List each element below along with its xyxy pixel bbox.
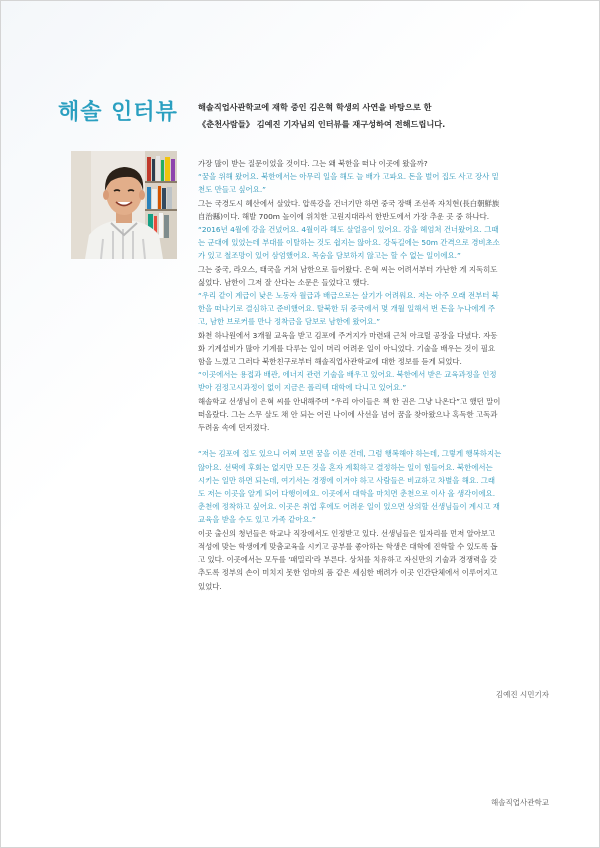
body-line: 추도록 정부의 손이 미치지 못한 엄마의 품 같은 세심한 배려가 이곳 인간단체에서 이루어지고	[198, 568, 498, 578]
body-line	[198, 434, 566, 447]
body-line: 고 있다. 이곳에서는 모두를 '패밀리'라 부른다. 상처를 치유하고 자신만의 기술과 경쟁력을 갖	[198, 555, 497, 565]
quote-line: “이곳에서는 용접과 배관, 에너지 관련 기술을 배우고 있어요. 북한에서 받은 교육과정을 인정	[198, 370, 497, 380]
body-line: 적성에 맞는 학생에게 맞춤교육을 시키고 공부를 좋아하는 학생은 대학에 진학할 수 있도록 돕	[198, 541, 498, 551]
quote-line: 받아 검정고시과정이 없이 지금은 폴리텍 대학에 다니고 있어요.”	[198, 383, 407, 393]
quote-line: “우리 같이 계급이 낮은 노동자 월급과 배급으로는 살기가 어려워요. 저는 아주 오래 전부터 북	[198, 291, 499, 301]
reporter-byline: 김예진 시민기자	[495, 690, 549, 699]
body-line: 화천 하나원에서 3개월 교육을 받고 김포에 주거지가 마련돼 근처 아크릴 공장을 다녔다. 자동	[198, 330, 498, 340]
quote-line: “저는 김포에 집도 있으니 어찌 보면 꿈을 이룬 건데, 그럼 행복해야 하는데, 그렇게 행복하지는	[198, 449, 502, 459]
body-line: 自治縣)이다. 해발 700m 높이에 위치한 고원지대라서 한반도에서 가장 추운 곳 중 하나다.	[198, 211, 490, 221]
quote-line: 교육을 받을 수도 있고 가족 같아요.”	[198, 515, 316, 525]
quote-line: 가 있고 철조망이 있어 삼엄했어요. 목숨을 담보하지 않고는 할 수 없는 일이에요.”	[198, 251, 461, 261]
body-line: 떠올랐다. 그는 스무 살도 채 안 되는 어린 나이에 사선을 넘어 꿈을 찾아왔으나 혹독한 고독과	[198, 409, 498, 419]
quote-line: 는 군대에 있었는데 부대를 이탈하는 것도 쉽지는 않아요. 강둑길에는 50m 간격으로 경비초소	[198, 238, 500, 248]
quote-line: “꿈을 위해 왔어요. 북한에서는 아무리 일을 해도 늘 배가 고파요. 돈을 벌어 집도 사고 장사 밑	[198, 172, 499, 182]
intro-line: 《춘천사람들》 김예진 기자님의 인터뷰를 재구성하여 전해드립니다.	[198, 118, 446, 129]
quote-line: 고, 남한 브로커를 만나 정착금을 담보로 남한에 왔어요.”	[198, 317, 381, 327]
quote-line: 시키는 일만 하면 되는데, 여기서는 경쟁에 이겨야 하고 사람들은 비교하고 차별을 해요. 그래	[198, 475, 496, 485]
article-body	[198, 157, 566, 593]
quote-line: 천도 만들고 싶어요.”	[198, 185, 266, 195]
intro-line: 해솔직업사관학교에 재학 중인 김은혁 학생의 사연을 바탕으로 한	[198, 102, 432, 112]
quote-line: 한을 떠나기로 결심하고 준비했어요. 탈북한 뒤 중국에서 몇 개월 일해서 번 돈을 누나에게 주	[198, 304, 496, 314]
body-line: 싫었다. 남한이 그저 잘 산다는 소문은 들었다고 했다.	[198, 277, 370, 287]
quote-line: 않아요. 선택에 후회는 없지만 모든 것을 혼자 계획하고 결정하는 일이 힘들어요. 북한에서는	[198, 462, 493, 472]
quote-line: 춘천에 정착하고 싶어요. 이곳은 취업 후에도 어려운 일이 있으면 상의할 선생님들이 계시고 재	[198, 502, 500, 512]
body-line: 그는 중국, 라오스, 태국을 거쳐 남한으로 들어왔다. 은혁 씨는 어려서부터 가난한 게 지독히도	[198, 264, 498, 274]
interviewee-photo	[71, 151, 177, 259]
body-line: 가장 많이 받는 질문이었을 것이다. 그는 왜 북한을 떠나 이곳에 왔을까?	[198, 159, 428, 168]
body-line: 있었다.	[198, 581, 222, 591]
page-title: 해솔 인터뷰	[58, 100, 178, 125]
body-line: 두려움 속에 던져졌다.	[198, 423, 270, 433]
quote-line: “2016년 4월에 강을 건넜어요. 4월이라 해도 살얼음이 있어요. 강을 헤엄쳐 건너왔어요. 그때	[198, 225, 499, 235]
school-name-footer: 해솔직업사관학교	[491, 798, 549, 807]
intro-text	[198, 99, 568, 132]
quote-line: 도 저는 이곳을 알게 되어 다행이에요. 이곳에서 대학을 마치면 춘천으로 이사 올 생각이에요.	[198, 489, 496, 499]
body-line: 이곳 출신의 청년들은 학교나 직장에서도 인정받고 있다. 선생님들은 일자리를 먼저 알아보고	[198, 528, 496, 538]
body-line: 함을 느꼈고 그러다 북한친구로부터 해솔직업사관학교에 대한 정보를 듣게 되었다.	[198, 357, 462, 367]
body-line: 그는 국경도시 혜산에서 살았다. 압록강을 건너기만 하면 중국 장백 조선족 자치현(長白朝鮮族	[198, 198, 500, 208]
body-line: 해솔학교 선생님이 은혁 씨를 안내해주며 “우리 아이들은 책 한 권은 그냥 나온다”고 했던 말이	[198, 396, 501, 406]
body-line: 화 기계설비가 많아 기계를 다루는 일이 머리 어려운 일이 아니었다. 기술을 배우는 것이 필요	[198, 343, 496, 353]
